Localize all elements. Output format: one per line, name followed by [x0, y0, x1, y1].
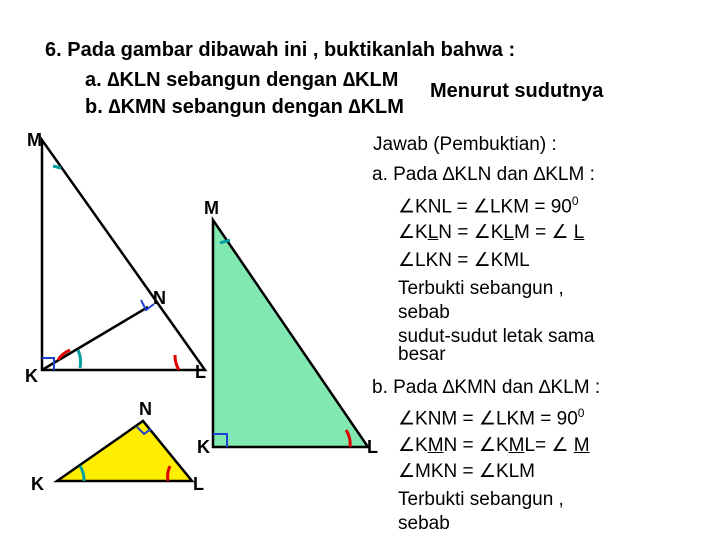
label-big-L: L — [195, 362, 206, 382]
label-big-M: M — [27, 130, 42, 150]
label-yellow-N: N — [139, 399, 152, 419]
part-a-heading: a. Pada ∆KLN dan ∆KLM : — [372, 164, 595, 185]
part-a-eq1: ∠KNL = ∠LKM = $90^0$ — [398, 194, 579, 218]
label-big-N: N — [153, 288, 166, 308]
part-b-heading: b. Pada ∆KMN dan ∆KLM : — [372, 377, 601, 398]
answer-title: Jawab (Pembuktian) : — [373, 134, 557, 155]
part-a-eq3: ∠LKN = ∠KML — [398, 250, 530, 271]
green-triangle — [213, 220, 368, 447]
part-a-conclusion-2: sebab — [398, 302, 450, 323]
part-b-eq1: ∠KNM = ∠LKM = $90^0$ — [398, 406, 585, 430]
part-a-conclusion-1: Terbukti sebangun , — [398, 278, 564, 299]
yellow-triangle — [57, 421, 192, 481]
label-big-K: K — [25, 366, 38, 386]
brace-note: Menurut sudutnya — [430, 80, 604, 102]
problem-statement: 6. Pada gambar dibawah ini , buktikanlah bahwa : — [45, 39, 516, 61]
part-b-eq3: ∠MKN = ∠KLM — [398, 461, 536, 482]
part-a-conclusion-3: sudut-sudut letak sama — [398, 326, 595, 347]
part-a-eq2: ∠KLN = ∠KLM = ∠ L — [398, 222, 585, 243]
big-triangle — [42, 140, 205, 370]
label-green-K: K — [197, 437, 210, 457]
part-a-conclusion-4: besar — [398, 344, 446, 365]
label-green-M: M — [204, 198, 219, 218]
label-yellow-K: K — [31, 474, 44, 494]
label-yellow-L: L — [193, 474, 204, 494]
part-b-eq2: ∠KMN = ∠KML= ∠ M — [398, 435, 590, 456]
part-b-conclusion-1: Terbukti sebangun , — [398, 489, 564, 510]
problem-part-a: a. ∆KLN sebangun dengan ∆KLM — [85, 69, 399, 91]
label-green-L: L — [367, 437, 378, 457]
problem-part-b: b. ∆KMN sebangun dengan ∆KLM — [85, 96, 404, 118]
part-b-conclusion-2: sebab — [398, 513, 450, 534]
